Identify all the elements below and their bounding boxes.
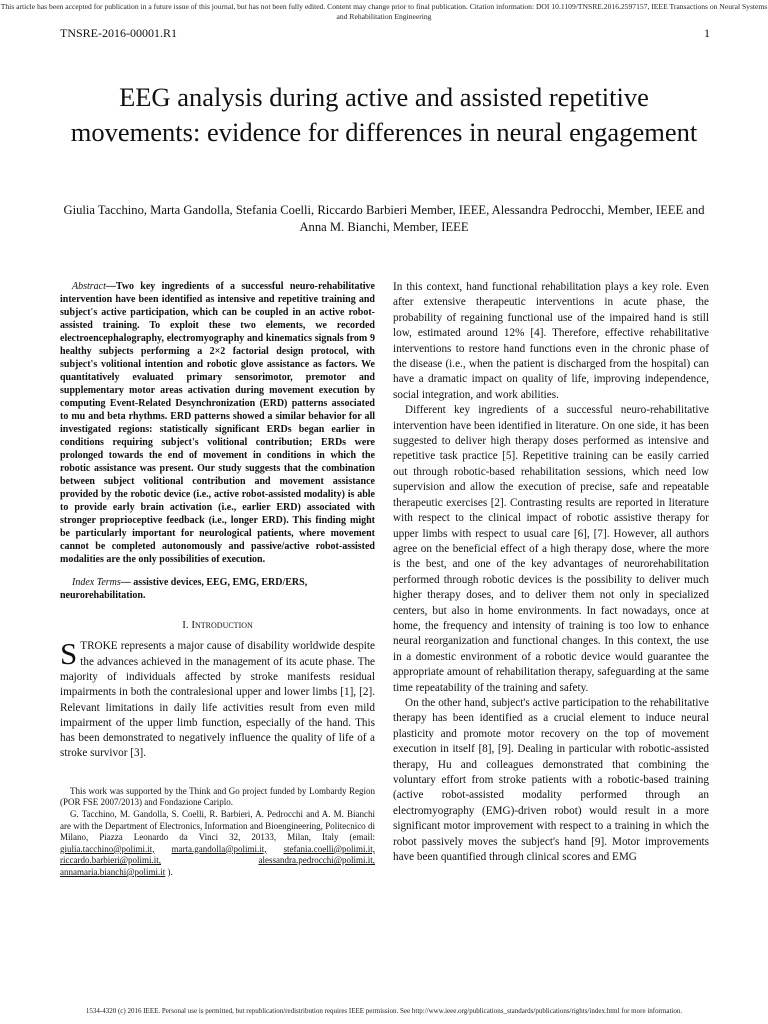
email-link-coelli[interactable]: stefania.coelli@polimi.it, bbox=[283, 843, 375, 854]
author-list: Giulia Tacchino, Marta Gandolla, Stefania Coelli, Riccardo Barbieri Member, IEEE, Alessandra Pedrocchi, Member, IEEE and Anna M. Bianchi, Member, IEEE bbox=[63, 203, 705, 234]
journal-id: TNSRE-2016-00001.R1 bbox=[60, 26, 177, 40]
intro-paragraph bbox=[60, 636, 375, 761]
right-column bbox=[393, 280, 709, 865]
copyright-notice: 1534-4320 (c) 2016 IEEE. Personal use is permitted, but republication/redistribution requires IEEE permission. See http://www.ieee.org/publications_standards/publications/rights/index.html for more information. bbox=[85, 1007, 683, 1015]
right-paragraph-3: On the other hand, subject's active participation to the rehabilitative therapy has been identified as a crucial element to induce neural plasticity and promote motor recovery on the top of movement execution in itself [8], [9]. Dealing in particular with robotic-assisted therapy, Hu and colleagues demonstrated that combining the voluntary effort from stroke patients with a robotic-based training (active robot-assisted modality performed through an electromyography (EMG)-driven robot) would result in a more significant motor improvement with respect to a training in which the robot passively moves the subject's hand [9]. Motor improvements have been quantified through clinical scores and EMG bbox=[393, 696, 709, 864]
email-link-gandolla[interactable]: marta.gandolla@polimi.it, bbox=[171, 843, 267, 854]
abstract-lead: Abstract bbox=[72, 281, 106, 292]
email-link-barbieri[interactable]: riccardo.barbieri@polimi.it, bbox=[60, 855, 162, 866]
affiliation-text: G. Tacchino, M. Gandolla, S. Coelli, R. Barbieri, A. Pedrocchi and A. M. Bianchi are with the Department of Electronics, Information and Bioengineering, Politecnico di Milano, Piazza Leonardo da Vinci 32, 20133, Milan, Italy (email: bbox=[60, 808, 375, 843]
email-link-pedrocchi[interactable]: alessandra.pedrocchi@polimi.it, bbox=[258, 855, 375, 866]
section-heading-introduction: I. Introduction bbox=[182, 619, 253, 631]
abstract-text: —Two key ingredients of a successful neuro-rehabilitative intervention have been identified as intensive and repetitive training and subject's active participation, which can be coupled in an active robot-assisted training. To exploit these two elements, we recorded electroencephalography, electromyography and kinematics signals from 9 healthy subjects performing a 2×2 factorial design protocol, with subject's volitional intention and robotic glove assistance as factors. We quantitatively evaluated primary sensorimotor, premotor and supplementary motor areas activation during movement execution by computing Event-Related Desynchronization (ERD) patterns associated to mu and beta rhythms. ERD patterns showed a similar behavior for all investigated regions: statistically significant ERDs began earlier in conditions requiring subject's volitional contribution; ERDs were prolonged towards the end of movement in conditions in which the robotic assistance was present. Our study suggests that the combination between subject volitional contribution and movement assistance provided by the robotic device (i.e., active robot-assisted modality) is able to provide early brain activation (i.e., earlier ERD) associated with stronger proprioceptive feedback (i.e., longer ERD). This finding might be particularly important for neurological patients, where movement cannot be completed autonomously and passive/active robot-assisted modalities are the only possibilities of execution. bbox=[60, 281, 375, 565]
index-terms-text: — assistive devices, EEG, EMG, ERD/ERS, neurorehabilitation. bbox=[60, 577, 308, 601]
paper-title: EEG analysis during active and assisted repetitive movements: evidence for differences in neural engagement bbox=[70, 82, 698, 147]
right-paragraph-1: In this context, hand functional rehabilitation plays a key role. Even after extensive therapeutic interventions in acute phase, the probability of regaining functional use of the impaired hand is still low, estimated around 12% [4]. Therefore, effective rehabilitative interventions to restore hand functions even in the chronic phase of the disease (i.e., when the patient is discharged from the hospital) can have a dramatic impact on quality of life, improving independence, social integration, and work abilities. bbox=[393, 281, 709, 401]
page-number: 1 bbox=[704, 26, 710, 40]
affiliation-note bbox=[60, 809, 375, 879]
index-terms-lead: Index Terms bbox=[72, 577, 121, 588]
drop-cap: S bbox=[60, 636, 78, 672]
publication-notice: This article has been accepted for publication in a future issue of this journal, but has not been fully edited. Content may change prior to final publication. Citation information: DOI 10.1109/TNSRE.2016.2597157, IEEE Transactions on Neural Systems and Rehabilitation Engineering bbox=[0, 2, 768, 21]
funding-note: This work was supported by the Think and Go project funded by Lombardy Region (POR FSE 2007/2013) and Fondazione Cariplo. bbox=[60, 785, 375, 808]
affiliation-closing: ). bbox=[167, 866, 173, 877]
left-column bbox=[60, 280, 375, 879]
index-terms bbox=[60, 576, 375, 602]
right-paragraph-2: Different key ingredients of a successful neuro-rehabilitative intervention have been identified in literature. On one side, it has been suggested to deliver high therapy doses performed as intensive and repetitive task practice [5]. Repetitive training can be easily carried out through robotic-based rehabilitation sessions, which need low supervision and allow the execution of precise, safe and repeatable therapeutic exercises [2]. Contrasting results are reported in literature with respect to the clinical impact of robotic assistive therapy for upper limbs with respect to usual care [6], [7]. However, all authors agree on the beneficial effect of a high therapy dose, where the more is the best, and one of the key advantages of neurorehabilitation performed through robotic devices is the possibility to deliver much higher therapy doses, and to deliver them not only in specialized centers, but also in home environments. In fact nowadays, once at home, the frequency and intensity of training is too low to enhance neural reorganization and functional changes. In this context, the use in a domestic environment of a robotic device would guarantee the appropriate amount of rehabilitation therapy, safeguarding at the same time repeatability of the training and safety. bbox=[393, 404, 709, 694]
abstract bbox=[60, 280, 375, 566]
email-link-tacchino[interactable]: giulia.tacchino@polimi.it, bbox=[60, 843, 155, 854]
footnotes bbox=[60, 786, 375, 879]
email-link-bianchi[interactable]: annamaria.bianchi@polimi.it bbox=[60, 866, 166, 877]
intro-paragraph-text: TROKE represents a major cause of disability worldwide despite the advances achieved in the management of its acute phase. The majority of individuals affected by stroke manifests residual impairments in both the contralesional upper and lower limbs [1], [2]. Relevant limitations in daily life activities result from even mild impairment of the upper limb function, especially of the hand. This has been demonstrated to negatively influence the quality of life of a stroke survivor [3]. bbox=[60, 640, 375, 760]
